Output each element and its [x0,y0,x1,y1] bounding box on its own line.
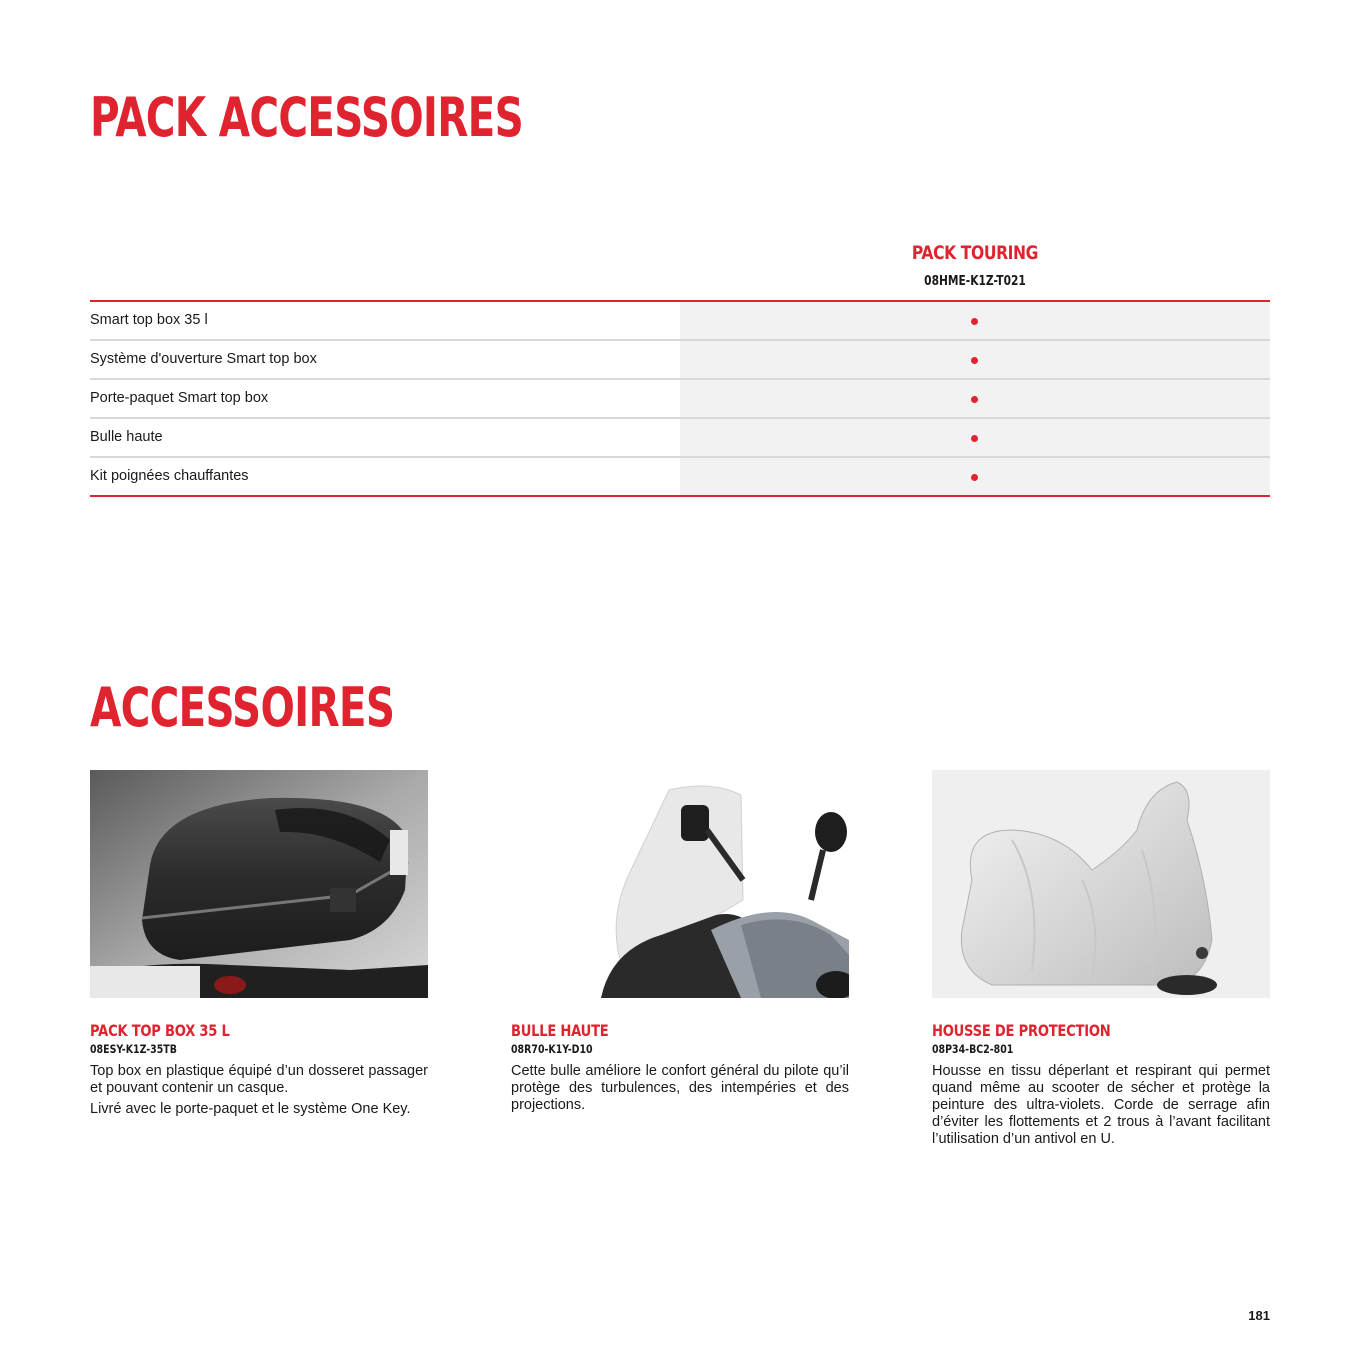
item-label: Porte-paquet Smart top box [90,390,269,406]
item-label: Système d'ouverture Smart top box [90,351,317,367]
page-number: 181 [1248,1308,1270,1323]
pack-heading: PACK ACCESSOIRES [90,86,524,149]
table-row [90,302,1270,339]
included-cell [680,458,1270,495]
cover-photo [932,770,1270,998]
accessory-description: Cette bulle améliore le confort général du pilote qu’il protège des turbulences, des intempéries et des projections. [511,1063,849,1113]
item-label: Smart top box 35 l [90,312,208,328]
included-cell [680,341,1270,378]
included-dot-icon [971,357,978,364]
accessory-card-cover [932,770,1270,1152]
accessory-title: HOUSSE DE PROTECTION [932,1021,1111,1040]
included-dot-icon [971,318,978,325]
item-label: Kit poignées chauffantes [90,468,249,484]
accessories-heading: ACCESSOIRES [90,676,395,739]
table-row [90,378,1270,417]
item-label: Bulle haute [90,429,163,445]
accessory-card-top-box [90,770,428,1122]
windscreen-photo [511,770,849,998]
accessory-reference: 08R70-K1Y-D10 [511,1042,593,1056]
table-row [90,417,1270,456]
included-cell [680,419,1270,456]
accessory-title: BULLE HAUTE [511,1021,609,1040]
pack-table [90,300,1270,497]
top-box-photo [90,770,428,998]
included-cell [680,380,1270,417]
accessory-title: PACK TOP BOX 35 L [90,1021,230,1040]
included-dot-icon [971,474,978,481]
table-row [90,339,1270,378]
accessory-reference: 08ESY-K1Z-35TB [90,1042,177,1056]
accessory-description: Housse en tissu déperlant et respirant qui permet quand même au scooter de sécher et protège la peinture des ultra-violets. Corde de serrage afin d’éviter les flottements et 2 trous à l’avant facilitant l’utilisation d’un antivol en U. [932,1063,1270,1147]
pack-name: PACK TOURING [911,242,1039,264]
accessory-reference: 08P34-BC2-801 [932,1042,1014,1056]
included-cell [680,302,1270,339]
accessory-card-windscreen [511,770,849,1118]
included-dot-icon [971,396,978,403]
table-row [90,456,1270,495]
included-dot-icon [971,435,978,442]
pack-reference: 08HME-K1Z-T021 [924,274,1026,289]
accessory-description: Top box en plastique équipé d’un dosseret passager et pouvant contenir un casque. Livré avec le porte-paquet et le système One Key. [90,1063,428,1117]
